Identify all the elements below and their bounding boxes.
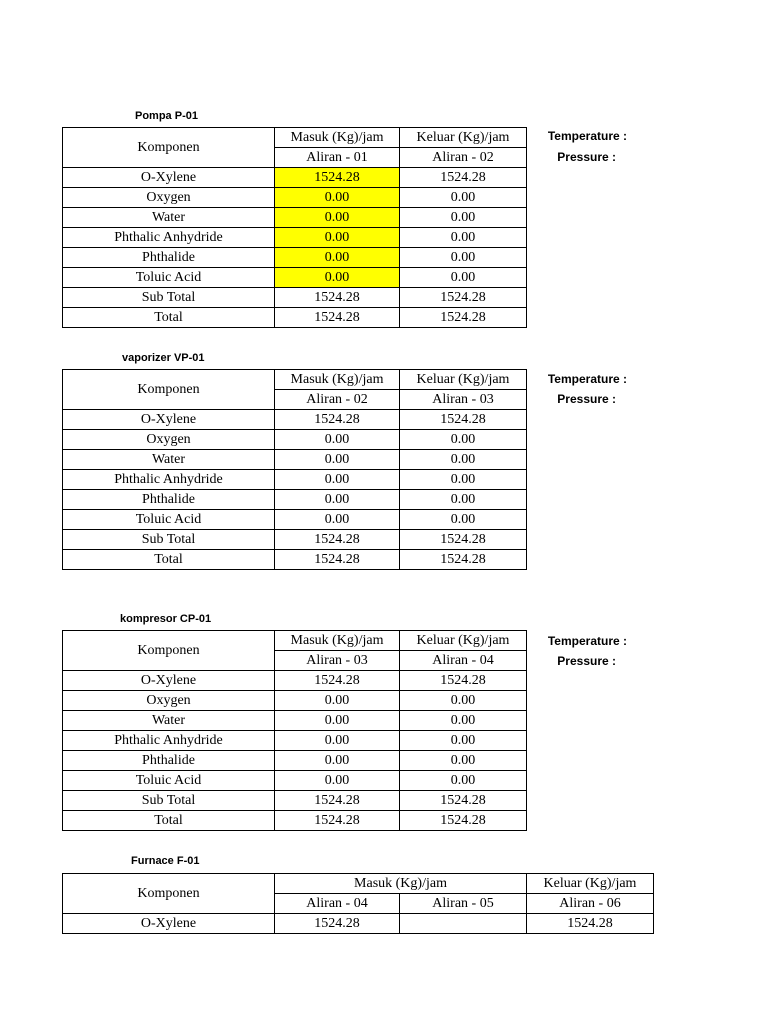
out-value: 0.00 bbox=[400, 208, 527, 228]
in-value: 1524.28 bbox=[275, 671, 400, 691]
out-value: 0.00 bbox=[400, 510, 527, 530]
table-row bbox=[63, 671, 527, 691]
pressure-label: Pressure : bbox=[557, 392, 616, 406]
component-name: O-Xylene bbox=[63, 410, 275, 430]
temperature-label: Temperature : bbox=[547, 129, 627, 143]
component-name: O-Xylene bbox=[63, 168, 275, 188]
header-row bbox=[63, 128, 527, 148]
component-name: Water bbox=[63, 208, 275, 228]
in-stream: Aliran - 02 bbox=[275, 390, 400, 410]
in-value: 0.00 bbox=[275, 450, 400, 470]
component-name: Sub Total bbox=[63, 791, 275, 811]
header-row bbox=[63, 631, 527, 651]
masuk-header: Masuk (Kg)/jam bbox=[275, 631, 400, 651]
table-row bbox=[63, 691, 527, 711]
table-row bbox=[63, 771, 527, 791]
out-value: 0.00 bbox=[400, 248, 527, 268]
header-row bbox=[63, 370, 527, 390]
table-row bbox=[63, 208, 527, 228]
out-value: 1524.28 bbox=[400, 288, 527, 308]
in-value: 0.00 bbox=[275, 188, 400, 208]
component-name: Sub Total bbox=[63, 288, 275, 308]
out-value: 1524.28 bbox=[527, 914, 654, 934]
komponen-header: Komponen bbox=[63, 128, 275, 168]
in-value-2 bbox=[400, 914, 527, 934]
in-value: 0.00 bbox=[275, 731, 400, 751]
in-value: 1524.28 bbox=[275, 288, 400, 308]
table-row bbox=[63, 450, 527, 470]
component-name: Water bbox=[63, 450, 275, 470]
in-stream-2: Aliran - 05 bbox=[400, 894, 527, 914]
in-stream: Aliran - 03 bbox=[275, 651, 400, 671]
masuk-header: Masuk (Kg)/jam bbox=[275, 874, 527, 894]
table-row bbox=[63, 490, 527, 510]
section-title: Pompa P-01 bbox=[135, 110, 198, 122]
table-row bbox=[63, 751, 527, 771]
komponen-header: Komponen bbox=[63, 631, 275, 671]
masuk-header: Masuk (Kg)/jam bbox=[275, 128, 400, 148]
mass-balance-table bbox=[62, 873, 654, 934]
in-value: 0.00 bbox=[275, 691, 400, 711]
in-value: 0.00 bbox=[275, 228, 400, 248]
component-name: Oxygen bbox=[63, 430, 275, 450]
in-value: 0.00 bbox=[275, 208, 400, 228]
in-value: 1524.28 bbox=[275, 550, 400, 570]
component-name: Phthalic Anhydride bbox=[63, 228, 275, 248]
table-row bbox=[63, 268, 527, 288]
in-stream: Aliran - 01 bbox=[275, 148, 400, 168]
out-stream: Aliran - 03 bbox=[400, 390, 527, 410]
in-value: 1524.28 bbox=[275, 791, 400, 811]
in-value: 1524.28 bbox=[275, 811, 400, 831]
out-value: 0.00 bbox=[400, 430, 527, 450]
temperature-label: Temperature : bbox=[547, 634, 627, 648]
pressure-label: Pressure : bbox=[557, 654, 616, 668]
component-name: Total bbox=[63, 550, 275, 570]
component-name: Phthalic Anhydride bbox=[63, 731, 275, 751]
out-value: 1524.28 bbox=[400, 410, 527, 430]
component-name: Total bbox=[63, 811, 275, 831]
component-name: Sub Total bbox=[63, 530, 275, 550]
komponen-header: Komponen bbox=[63, 874, 275, 914]
out-value: 0.00 bbox=[400, 450, 527, 470]
component-name: Toluic Acid bbox=[63, 771, 275, 791]
out-value: 1524.28 bbox=[400, 168, 527, 188]
out-value: 1524.28 bbox=[400, 308, 527, 328]
komponen-header: Komponen bbox=[63, 370, 275, 410]
component-name: Phthalide bbox=[63, 248, 275, 268]
out-value: 0.00 bbox=[400, 228, 527, 248]
component-name: Oxygen bbox=[63, 188, 275, 208]
table-row bbox=[63, 228, 527, 248]
out-value: 0.00 bbox=[400, 691, 527, 711]
keluar-header: Keluar (Kg)/jam bbox=[400, 128, 527, 148]
in-value: 0.00 bbox=[275, 771, 400, 791]
in-value: 0.00 bbox=[275, 490, 400, 510]
in-value: 1524.28 bbox=[275, 410, 400, 430]
table-row bbox=[63, 731, 527, 751]
table-row bbox=[63, 188, 527, 208]
out-value: 1524.28 bbox=[400, 671, 527, 691]
table-row bbox=[63, 410, 527, 430]
section-title: Furnace F-01 bbox=[131, 855, 200, 867]
table-row bbox=[63, 530, 527, 550]
in-value: 0.00 bbox=[275, 510, 400, 530]
component-name: Oxygen bbox=[63, 691, 275, 711]
in-value: 0.00 bbox=[275, 248, 400, 268]
in-value: 0.00 bbox=[275, 751, 400, 771]
out-value: 0.00 bbox=[400, 188, 527, 208]
out-value: 0.00 bbox=[400, 751, 527, 771]
component-name: Phthalide bbox=[63, 751, 275, 771]
table-row bbox=[63, 248, 527, 268]
table-row bbox=[63, 470, 527, 490]
table-row bbox=[63, 308, 527, 328]
table-row bbox=[63, 811, 527, 831]
in-value-1: 1524.28 bbox=[275, 914, 400, 934]
table-row bbox=[63, 550, 527, 570]
keluar-header: Keluar (Kg)/jam bbox=[400, 631, 527, 651]
in-value: 0.00 bbox=[275, 430, 400, 450]
in-value: 1524.28 bbox=[275, 530, 400, 550]
table-row bbox=[63, 430, 527, 450]
table-row bbox=[63, 914, 654, 934]
table-row bbox=[63, 711, 527, 731]
masuk-header: Masuk (Kg)/jam bbox=[275, 370, 400, 390]
component-name: Toluic Acid bbox=[63, 268, 275, 288]
component-name: O-Xylene bbox=[63, 914, 275, 934]
header-row bbox=[63, 874, 654, 894]
out-value: 0.00 bbox=[400, 490, 527, 510]
out-value: 0.00 bbox=[400, 268, 527, 288]
in-value: 0.00 bbox=[275, 470, 400, 490]
in-value: 1524.28 bbox=[275, 308, 400, 328]
out-value: 1524.28 bbox=[400, 530, 527, 550]
out-value: 1524.28 bbox=[400, 550, 527, 570]
out-value: 1524.28 bbox=[400, 811, 527, 831]
in-value: 0.00 bbox=[275, 711, 400, 731]
out-value: 0.00 bbox=[400, 771, 527, 791]
component-name: O-Xylene bbox=[63, 671, 275, 691]
keluar-header: Keluar (Kg)/jam bbox=[527, 874, 654, 894]
out-stream: Aliran - 02 bbox=[400, 148, 527, 168]
pressure-label: Pressure : bbox=[557, 150, 616, 164]
out-value: 1524.28 bbox=[400, 791, 527, 811]
in-value: 0.00 bbox=[275, 268, 400, 288]
mass-balance-table bbox=[62, 369, 527, 570]
out-value: 0.00 bbox=[400, 711, 527, 731]
table-row bbox=[63, 510, 527, 530]
table-row bbox=[63, 791, 527, 811]
temperature-label: Temperature : bbox=[547, 372, 627, 386]
out-value: 0.00 bbox=[400, 731, 527, 751]
component-name: Total bbox=[63, 308, 275, 328]
out-value: 0.00 bbox=[400, 470, 527, 490]
mass-balance-table bbox=[62, 630, 527, 831]
section-title: kompresor CP-01 bbox=[120, 613, 212, 625]
component-name: Phthalic Anhydride bbox=[63, 470, 275, 490]
in-stream-1: Aliran - 04 bbox=[275, 894, 400, 914]
component-name: Phthalide bbox=[63, 490, 275, 510]
table-row bbox=[63, 288, 527, 308]
section-title: vaporizer VP-01 bbox=[122, 352, 205, 364]
mass-balance-table bbox=[62, 127, 527, 328]
component-name: Water bbox=[63, 711, 275, 731]
out-stream: Aliran - 04 bbox=[400, 651, 527, 671]
table-row bbox=[63, 168, 527, 188]
in-value: 1524.28 bbox=[275, 168, 400, 188]
out-stream: Aliran - 06 bbox=[527, 894, 654, 914]
component-name: Toluic Acid bbox=[63, 510, 275, 530]
keluar-header: Keluar (Kg)/jam bbox=[400, 370, 527, 390]
